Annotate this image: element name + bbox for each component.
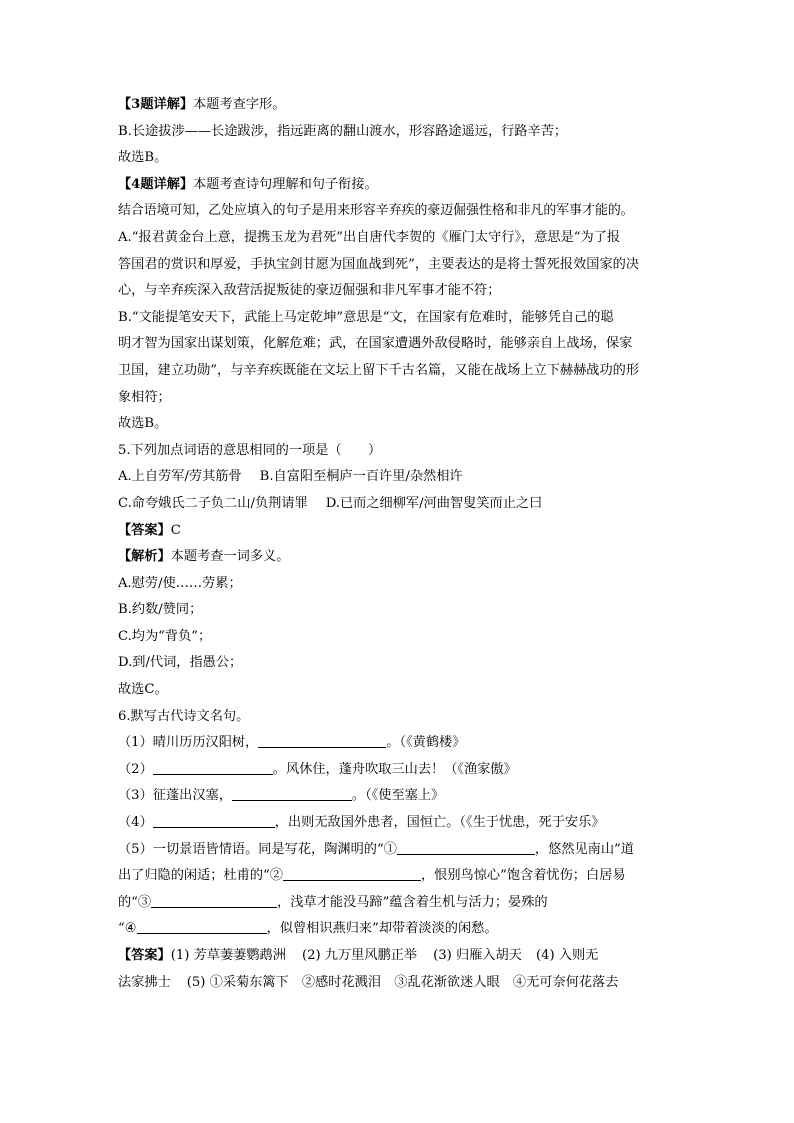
q5-options-row-2 [118,491,678,518]
q6-item-3-prefix: （3）征蓬出汉塞， [118,788,232,804]
q6-item-5-line-1 [118,837,678,864]
q6-blank-5-2[interactable] [283,866,421,881]
document-page [118,92,678,996]
q4-tag: 【4题详解】 [118,176,194,192]
q3-tag: 【3题详解】 [118,97,194,112]
q6-item-5-text-a: （5）一切景语皆情语。同是写花，陶渊明的“① [118,841,397,857]
q5-analysis-tag: 【解析】 [118,549,171,565]
q4-intro: 结合语境可知，乙处应填入的句子是用来形容辛弃疾的豪迈倔强性格和非凡的军事才能的。 [118,203,634,219]
q3-header [118,92,678,119]
q6-item-5-text-e: 的“③ [118,894,152,910]
q6-answer-5: (5) ①采菊东篱下 ②感时花溅泪 ③乱花渐欲迷人眼 ④无可奈何花落去 [186,974,619,990]
q6-item-5-line-4 [118,916,678,943]
q4-b-line-1: B.“文能提笔安天下，武能上马定乾坤”意思是“文，在国家有危难时，能够凭自己的聪 [118,309,614,325]
q5-option-a: A.上自劳军/劳其筋骨 [118,469,242,485]
q6-answer-line-1 [118,943,678,970]
q6-item-1-suffix: 。（《黄鹤楼》 [386,735,466,751]
q5-answer-tag: 【答案】 [118,522,171,538]
q6-answer-line-2 [118,970,678,997]
q5-c-explanation: C.均为“背负”； [118,628,212,644]
q5-question: 5.下列加点词语的意思相同的一项是（ ） [118,442,382,458]
q6-blank-5-3[interactable] [151,893,277,908]
q6-question: 6.默写古代诗文名句。 [118,708,250,724]
q5-option-d: D.已而之细柳军/河曲智叟笑而止之曰 [325,495,543,511]
q3-conclusion: 故选B。 [118,150,168,166]
q6-answer-4-cont: 法家拂士 [118,974,171,990]
q4-a-line-1: A.“报君黄金台上意，提携玉龙为君死”出自唐代李贺的《雁门太守行》，意思是“为了报 [118,229,621,245]
q6-item-4 [118,810,678,837]
q6-item-2-prefix: （2） [118,761,153,777]
q6-answer-2: (2) 九万里风鹏正举 [301,948,418,963]
q6-blank-5-1[interactable] [397,840,535,855]
q6-answer-3: (3) 归雁入胡天 [433,948,522,963]
q6-item-5-line-2 [118,863,678,890]
q5-a-explanation: A.慰劳/使……劳累； [118,575,242,591]
q6-item-5-text-d: ，恨别鸟惊心”饱含着忧伤；白居易 [421,868,626,884]
q5-d-explanation: D.到/代词，指愚公； [118,655,243,671]
q6-item-4-prefix: （4） [118,815,153,831]
q6-answer-tag: 【答案】 [118,948,171,963]
q6-item-2-suffix: 。风休住，蓬舟吹取三山去！（《渔家傲》 [272,761,517,777]
q3-text: 本题考查字形。 [193,97,286,112]
q6-item-3-suffix: 。（《使至塞上》 [351,788,445,804]
q5-answer-value: C [170,522,181,538]
q4-text: 本题考查诗句理解和句子衔接。 [193,176,378,192]
q6-item-5-text-b: ，悠然见南山”道 [534,841,634,857]
q5-conclusion: 故选C。 [118,682,168,698]
q6-blank-5-4[interactable] [137,919,267,934]
q6-blank-2[interactable] [153,760,273,775]
q6-item-1 [118,730,678,757]
q4-b-line-4: 象相符； [118,389,171,405]
q6-item-2 [118,757,678,784]
q6-item-5-text-f: ，浅草才能没马蹄”蕴含着生机与活力；晏殊的 [277,894,548,910]
q6-item-4-suffix: ，出则无敌国外患者，国恒亡。（《生于忧患，死于安乐》 [274,815,605,831]
q6-item-5-text-c: 出了归隐的闲适；杜甫的“② [118,868,283,884]
q6-item-5-text-h: ，似曾相识燕归来”却带着淡淡的闲愁。 [266,921,498,937]
q4-a-line-2: 答国君的赏识和厚爱，手执宝剑甘愿为国血战到死”，主要表达的是将士誓死报效国家的决 [118,256,640,272]
q4-b-line-3: 卫国，建立功勋”，与辛弃疾既能在文坛上留下千古名篇，又能在战场上立下赫赫战功的形 [118,362,640,378]
q4-conclusion: 故选B。 [118,416,168,432]
q6-blank-4[interactable] [153,813,275,828]
q6-item-5-text-g: “④ [118,921,137,937]
q4-header [118,172,678,199]
q6-blank-1[interactable] [258,733,386,748]
q5-option-c: C.命夸娥氏二子负二山/负荆请罪 [118,495,308,511]
q5-options-row-1 [118,464,678,491]
q6-item-5-line-3 [118,890,678,917]
q6-answer-1: (1) 芳草萋萋鹦鹉洲 [170,948,286,963]
q4-b-line-2: 明才智为国家出谋划策，化解危难；武，在国家遭遇外敌侵略时，能够亲自上战场，保家 [118,336,633,352]
q5-analysis-text: 本题考查一词多义。 [170,549,290,565]
q5-answer [118,518,678,545]
q4-a-line-3: 心，与辛弃疾深入敌营活捉叛徒的豪迈倔强和非凡军事才能不符； [118,283,501,299]
q6-item-3 [118,783,678,810]
q5-option-b: B.自富阳至桐庐一百许里/杂然相许 [259,469,463,485]
q6-answer-4: (4) 入则无 [535,948,599,963]
q3-detail: B.长途拔涉——长途跋涉，指远距离的翻山渡水，形容路途遥远，行路辛苦； [118,123,568,139]
q5-analysis [118,544,678,571]
q6-item-1-prefix: （1）晴川历历汉阳树， [118,735,259,751]
q6-blank-3[interactable] [232,786,352,801]
q5-b-explanation: B.约数/赞同； [118,602,203,618]
